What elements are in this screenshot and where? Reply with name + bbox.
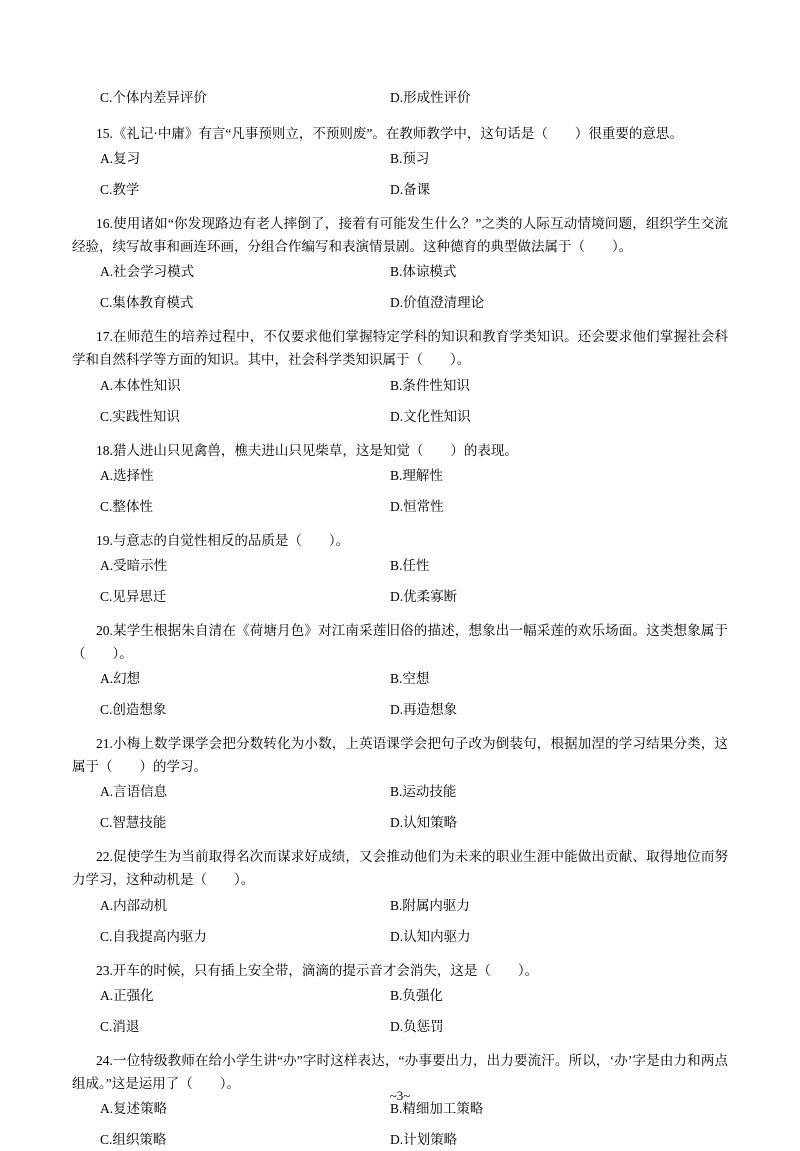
option-row [72, 813, 728, 834]
option-a: A.选择性 [100, 467, 154, 483]
option-a: A.内部动机 [100, 897, 168, 913]
question-18 [72, 439, 728, 518]
page-number: ~3~ [389, 1088, 411, 1103]
question-options [72, 1099, 728, 1151]
option-row [72, 896, 728, 917]
option-c: C.教学 [100, 182, 140, 198]
option-row [72, 782, 728, 803]
question-options [72, 669, 728, 721]
option-b: B.精细加工策略 [390, 1101, 484, 1117]
question-stem: 24.一位特级教师在给小学生讲“办”字时这样表达，“办事要出力，出力要流汗。所以，‘办’字是由力和两点组成。”这是运用了（ ）。 [72, 1052, 728, 1091]
option-b: B.体谅模式 [390, 264, 457, 280]
question-stem: 15.《礼记·中庸》有言“凡事预则立，不预则废”。在教师教学中，这句话是（ ）很重要的意思。 [96, 125, 683, 141]
option-a: A.本体性知识 [100, 377, 181, 393]
option-c: C.实践性知识 [100, 408, 180, 424]
question-16 [72, 212, 728, 314]
option-d: D.文化性知识 [390, 408, 471, 424]
option-c: C.整体性 [100, 498, 153, 514]
option-a: A.社会学习模式 [100, 264, 195, 280]
option-row [72, 986, 728, 1007]
option-a: A.幻想 [100, 671, 141, 687]
question-stem: 18.猎人进山只见禽兽，樵夫进山只见柴草，这是知觉（ ）的表现。 [96, 442, 518, 458]
carry-over-option-d: D.形成性评价 [390, 90, 471, 105]
question-17 [72, 325, 728, 427]
option-row [72, 1017, 728, 1038]
question-options [72, 149, 728, 201]
option-d: D.优柔寡断 [390, 588, 458, 604]
option-d: D.认知策略 [390, 815, 458, 831]
option-d: D.备课 [390, 182, 431, 198]
question-19 [72, 529, 728, 608]
question-stem: 22.促使学生为当前取得名次而谋求好成绩，又会推动他们为未来的职业生涯中能做出贡献、取得地位而努力学习，这种动机是（ ）。 [72, 849, 728, 888]
option-d: D.计划策略 [390, 1131, 458, 1147]
question-options [72, 376, 728, 428]
question-stem: 19.与意志的自觉性相反的品质是（ ）。 [96, 532, 350, 548]
option-row [72, 587, 728, 608]
option-row [72, 669, 728, 690]
option-b: B.附属内驱力 [390, 897, 470, 913]
option-row [72, 407, 728, 428]
question-options [72, 782, 728, 834]
option-a: A.复习 [100, 151, 141, 167]
option-a: A.正强化 [100, 987, 154, 1003]
option-a: A.言语信息 [100, 784, 168, 800]
option-d: D.认知内驱力 [390, 928, 471, 944]
question-options [72, 986, 728, 1038]
option-d: D.负惩罚 [390, 1018, 444, 1034]
option-c: C.集体教育模式 [100, 295, 194, 311]
option-row [72, 466, 728, 487]
option-row [72, 497, 728, 518]
question-stem: 23.开车的时候，只有插上安全带，滴滴的提示音才会消失，这是（ ）。 [96, 962, 539, 978]
question-options [72, 466, 728, 518]
option-row [72, 293, 728, 314]
option-b: B.空想 [390, 671, 430, 687]
option-row [72, 700, 728, 721]
option-row [72, 1130, 728, 1151]
question-20 [72, 619, 728, 721]
option-c: C.创造想象 [100, 702, 167, 718]
question-23 [72, 959, 728, 1038]
option-c: C.智慧技能 [100, 815, 167, 831]
option-row [72, 149, 728, 170]
question-options [72, 262, 728, 314]
option-row [72, 180, 728, 201]
option-d: D.价值澄清理论 [390, 295, 485, 311]
option-b: B.运动技能 [390, 784, 457, 800]
question-stem: 20.某学生根据朱自清在《荷塘月色》对江南采莲旧俗的描述，想象出一幅采莲的欢乐场面。这类想象属于（ ）。 [72, 622, 728, 661]
question-options [72, 556, 728, 608]
option-d: D.再造想象 [390, 702, 458, 718]
option-b: B.任性 [390, 557, 430, 573]
option-d: D.恒常性 [390, 498, 444, 514]
question-options [72, 896, 728, 948]
option-b: B.预习 [390, 151, 430, 167]
option-b: B.理解性 [390, 467, 443, 483]
question-15 [72, 122, 728, 201]
option-row [72, 376, 728, 397]
question-22 [72, 845, 728, 947]
option-a: A.复述策略 [100, 1101, 168, 1117]
carry-over-options-row [72, 88, 728, 109]
option-c: C.见异思迁 [100, 588, 167, 604]
option-a: A.受暗示性 [100, 557, 168, 573]
question-stem: 16.使用诸如“你发现路边有老人摔倒了，接着有可能发生什么？”之类的人际互动情境问题，组织学生交流经验，续写故事和画连环画，分组合作编写和表演情景剧。这种德育的典型做法属于（ ）。 [72, 215, 728, 255]
option-row [72, 556, 728, 577]
question-stem: 21.小梅上数学课学会把分数转化为小数，上英语课学会把句子改为倒装句，根据加涅的学习结果分类，这属于（ ）的学习。 [72, 735, 728, 775]
option-c: C.组织策略 [100, 1131, 167, 1147]
option-row [72, 262, 728, 283]
carry-over-option-c: C.个体内差异评价 [100, 90, 207, 105]
question-21 [72, 732, 728, 834]
option-b: B.条件性知识 [390, 377, 470, 393]
option-c: C.自我提高内驱力 [100, 928, 207, 944]
option-row [72, 927, 728, 948]
question-stem: 17.在师范生的培养过程中，不仅要求他们掌握特定学科的知识和教育学类知识。还会要求他们掌握社会科学和自然科学等方面的知识。其中，社会科学类知识属于（ ）。 [72, 329, 728, 368]
option-b: B.负强化 [390, 987, 443, 1003]
option-c: C.消退 [100, 1018, 140, 1034]
